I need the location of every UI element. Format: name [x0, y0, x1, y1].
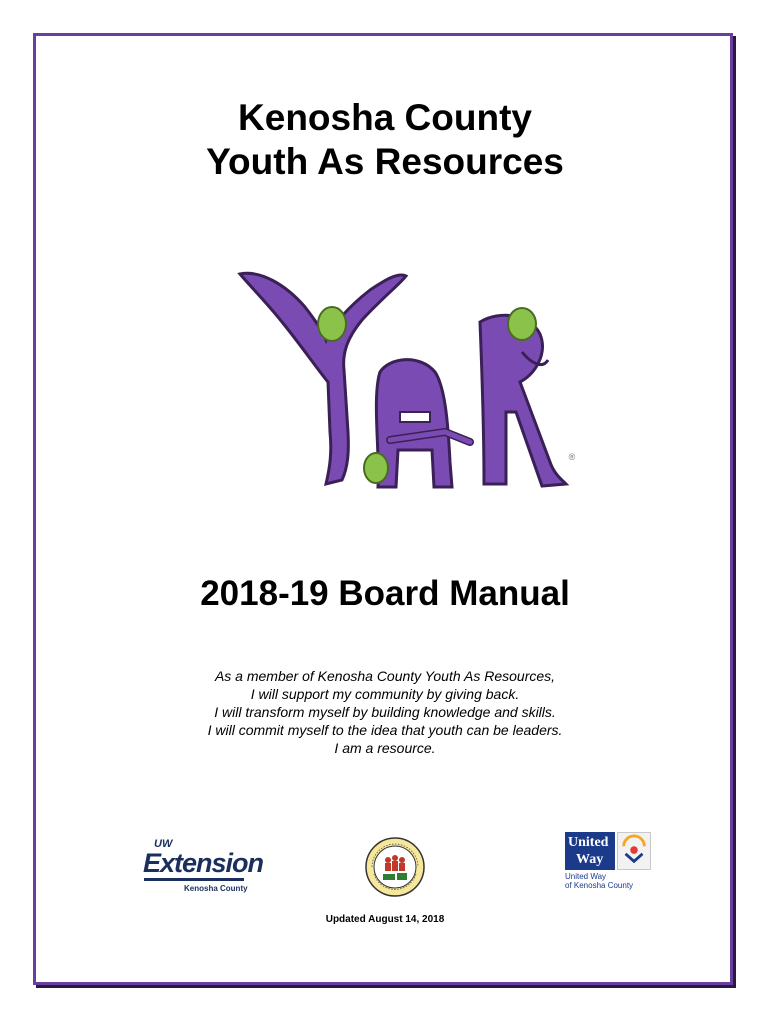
- uw-extension-logo: [140, 838, 264, 898]
- pledge-line-1: As a member of Kenosha County Youth As Resources,: [214, 668, 556, 684]
- a-figure: [364, 360, 470, 487]
- registered-mark: ®: [568, 452, 576, 462]
- pledge: [0, 667, 770, 757]
- united-way-sub-2: of Kenosha County: [565, 881, 634, 890]
- uw-extension-word: Extension: [143, 848, 264, 878]
- united-way-word-2: Way: [576, 852, 604, 867]
- kenosha-county-seal: [364, 836, 426, 898]
- united-way-subtitle: [565, 872, 633, 890]
- title-line-1: Kenosha County: [238, 97, 532, 138]
- yar-logo: [230, 262, 580, 502]
- united-way-wordmark: [568, 834, 608, 868]
- uw-extension-underline: [144, 878, 244, 881]
- updated-date: Updated August 14, 2018: [325, 914, 445, 925]
- pledge-line-2: I will support my community by giving back.: [250, 686, 520, 702]
- united-way-box: [565, 832, 615, 870]
- title-line-2: Youth As Resources: [206, 141, 564, 182]
- united-way-hand-icon: [617, 832, 651, 870]
- united-way-sub-1: United Way: [565, 872, 607, 881]
- uw-extension-uw: UW: [154, 838, 173, 850]
- united-way-logo: [565, 832, 665, 892]
- r-figure: [480, 308, 566, 486]
- pledge-line-3: I will transform myself by building knowledge and skills.: [214, 704, 556, 720]
- manual-title: 2018-19 Board Manual: [200, 574, 570, 613]
- united-way-word-1: United: [568, 835, 609, 850]
- pledge-line-5: I am a resource.: [334, 740, 436, 756]
- uw-extension-county: Kenosha County: [184, 884, 248, 893]
- page-title: [0, 96, 770, 184]
- pledge-line-4: I will commit myself to the idea that youth can be leaders.: [207, 722, 563, 738]
